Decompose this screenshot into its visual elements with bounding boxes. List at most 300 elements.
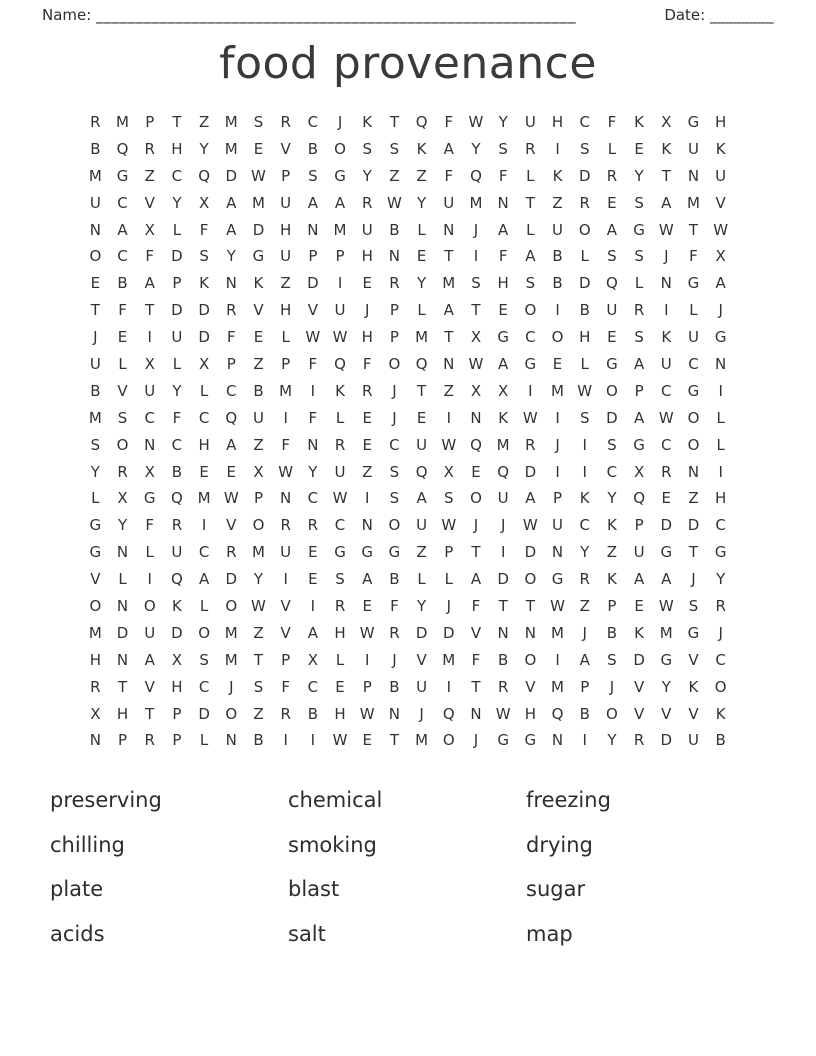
grid-letter: R: [633, 731, 645, 750]
grid-letter: G: [334, 543, 346, 562]
grid-letter: G: [633, 435, 645, 454]
grid-letter: C: [661, 435, 672, 454]
grid-letter: U: [687, 139, 699, 158]
grid-letter: R: [389, 623, 400, 642]
grid-letter: W: [658, 220, 674, 239]
grid-letter: K: [335, 381, 345, 400]
grid-letter: L: [172, 355, 182, 374]
grid-letter: V: [688, 704, 699, 723]
grid-letter: N: [225, 274, 237, 293]
grid-letter: U: [687, 731, 699, 750]
grid-letter: E: [253, 328, 264, 347]
grid-letter: N: [715, 355, 727, 374]
grid-letter: A: [307, 193, 318, 212]
grid-letter: M: [88, 408, 102, 427]
grid-letter: P: [335, 247, 345, 266]
grid-letter: J: [718, 623, 723, 642]
grid-letter: H: [334, 623, 346, 642]
grid-letter: I: [310, 381, 316, 400]
grid-letter: S: [579, 408, 590, 427]
grid-letter: G: [714, 543, 727, 562]
grid-letter: P: [253, 489, 263, 508]
grid-letter: I: [147, 570, 152, 589]
grid-letter: H: [361, 328, 373, 347]
grid-letter: Q: [198, 166, 210, 185]
grid-letter: O: [198, 623, 210, 642]
grid-letter: P: [634, 381, 644, 400]
grid-letter: S: [253, 677, 264, 696]
grid-letter: E: [362, 731, 372, 750]
grid-letter: A: [198, 570, 210, 589]
grid-letter: B: [389, 220, 400, 239]
grid-letter: O: [388, 355, 401, 374]
grid-letter: W: [577, 381, 593, 400]
grid-letter: V: [90, 570, 101, 589]
grid-letter: D: [524, 543, 537, 562]
grid-letter: M: [686, 193, 700, 212]
grid-letter: T: [525, 597, 535, 616]
grid-row: [78, 217, 738, 244]
grid-letter: P: [389, 328, 399, 347]
grid-letter: E: [416, 408, 427, 427]
grid-letter: P: [607, 597, 617, 616]
grid-letter: E: [253, 139, 264, 158]
grid-letter: S: [199, 650, 209, 669]
grid-letter: E: [362, 597, 372, 616]
grid-letter: F: [226, 328, 236, 347]
grid-letter: S: [362, 139, 372, 158]
grid-letter: I: [718, 462, 723, 481]
grid-letter: W: [251, 597, 266, 616]
grid-letter: T: [145, 704, 155, 723]
grid-letter: Z: [443, 381, 454, 400]
grid-letter: S: [634, 328, 644, 347]
grid-letter: G: [687, 381, 700, 400]
grid-letter: F: [444, 113, 454, 131]
word-list-column: [526, 788, 764, 966]
grid-letter: P: [281, 355, 291, 374]
grid-letter: E: [362, 408, 372, 427]
grid-letter: V: [525, 677, 536, 696]
grid-letter: L: [716, 408, 725, 427]
grid-letter: Z: [688, 489, 699, 508]
grid-letter: H: [551, 113, 564, 131]
grid-letter: O: [225, 597, 238, 616]
grid-letter: F: [281, 677, 290, 696]
grid-letter: A: [498, 355, 509, 374]
grid-letter: L: [716, 435, 725, 454]
grid-letter: Z: [280, 274, 291, 293]
grid-letter: R: [389, 274, 400, 293]
grid-letter: U: [144, 623, 156, 642]
grid-letter: S: [471, 274, 481, 293]
grid-letter: Y: [308, 462, 318, 481]
grid-letter: R: [715, 597, 726, 616]
grid-letter: D: [443, 623, 455, 642]
grid-letter: N: [116, 543, 129, 562]
grid-letter: E: [226, 462, 237, 481]
grid-letter: L: [199, 731, 209, 750]
grid-letter: V: [226, 516, 237, 535]
grid-letter: E: [308, 570, 318, 589]
grid-letter: N: [307, 220, 319, 239]
grid-row: [78, 459, 738, 486]
grid-letter: T: [471, 543, 481, 562]
grid-letter: K: [715, 139, 726, 158]
grid-letter: F: [308, 355, 318, 374]
grid-letter: W: [251, 166, 266, 185]
grid-letter: I: [528, 381, 533, 400]
date-field: [664, 6, 774, 24]
grid-letter: U: [280, 247, 292, 266]
grid-letter: A: [362, 570, 373, 589]
grid-letter: N: [524, 623, 536, 642]
grid-letter: M: [224, 113, 238, 131]
grid-letter: Q: [171, 570, 183, 589]
grid-letter: L: [118, 570, 127, 589]
grid-letter: I: [283, 570, 288, 589]
grid-letter: Z: [389, 166, 400, 185]
grid-letter: S: [117, 408, 128, 427]
grid-letter: I: [201, 516, 207, 535]
grid-letter: Z: [579, 597, 590, 616]
word-list-item: preserving: [50, 788, 162, 813]
grid-letter: T: [172, 113, 182, 131]
grid-letter: Z: [552, 193, 563, 212]
grid-letter: T: [253, 650, 264, 669]
grid-letter: D: [307, 274, 319, 293]
grid-letter: Z: [253, 704, 264, 723]
grid-letter: D: [252, 220, 265, 239]
grid-letter: N: [144, 435, 156, 454]
grid-letter: N: [687, 462, 700, 481]
grid-letter: O: [551, 328, 564, 347]
grid-letter: L: [526, 220, 535, 239]
grid-letter: Z: [416, 543, 427, 562]
grid-letter: W: [441, 516, 457, 535]
grid-letter: I: [337, 274, 343, 293]
grid-row: [78, 512, 738, 539]
grid-letter: K: [688, 677, 699, 696]
grid-letter: W: [658, 597, 674, 616]
grid-letter: R: [144, 139, 155, 158]
grid-letter: T: [389, 731, 399, 750]
grid-letter: A: [416, 489, 427, 508]
grid-letter: I: [310, 597, 316, 616]
grid-letter: L: [634, 274, 644, 293]
grid-row: [78, 190, 738, 217]
grid-letter: N: [89, 731, 101, 750]
grid-letter: Z: [253, 623, 264, 642]
grid-letter: S: [253, 113, 264, 131]
grid-row: [78, 647, 738, 674]
grid-letter: A: [443, 301, 454, 320]
grid-row: [78, 539, 738, 566]
grid-letter: W: [386, 193, 402, 212]
grid-letter: X: [715, 247, 726, 266]
grid-letter: Y: [253, 570, 264, 589]
date-label: Date:: [664, 6, 706, 24]
grid-letter: B: [579, 301, 590, 320]
grid-letter: X: [661, 113, 672, 131]
grid-row: [78, 432, 738, 459]
grid-letter: I: [555, 462, 560, 481]
grid-letter: W: [522, 408, 538, 427]
grid-letter: A: [498, 220, 509, 239]
grid-letter: R: [362, 193, 373, 212]
grid-letter: C: [715, 516, 726, 535]
grid-letter: I: [147, 328, 152, 347]
grid-letter: C: [688, 355, 699, 374]
grid-letter: A: [443, 139, 454, 158]
grid-letter: N: [443, 355, 455, 374]
grid-letter: M: [251, 193, 265, 212]
grid-letter: O: [606, 381, 618, 400]
grid-letter: U: [334, 301, 346, 320]
grid-letter: A: [633, 408, 645, 427]
grid-row: [78, 351, 738, 378]
grid-letter: O: [89, 247, 102, 266]
grid-row: [78, 405, 738, 432]
grid-letter: X: [171, 650, 183, 669]
grid-letter: E: [117, 328, 128, 347]
grid-letter: P: [444, 543, 454, 562]
grid-letter: I: [555, 139, 560, 158]
grid-letter: F: [471, 650, 481, 669]
grid-letter: X: [253, 462, 264, 481]
grid-letter: G: [497, 731, 509, 750]
grid-letter: W: [468, 355, 484, 374]
grid-letter: X: [144, 462, 155, 481]
grid-letter: L: [417, 301, 426, 320]
grid-letter: Y: [498, 113, 508, 131]
grid-letter: S: [389, 139, 400, 158]
grid-letter: V: [280, 623, 291, 642]
grid-letter: Z: [253, 435, 264, 454]
grid-letter: C: [579, 113, 590, 131]
grid-letter: J: [691, 570, 696, 589]
grid-letter: D: [497, 570, 509, 589]
grid-letter: K: [715, 704, 726, 723]
grid-letter: N: [388, 704, 401, 723]
word-list-item: salt: [288, 921, 326, 946]
grid-letter: U: [524, 113, 536, 131]
grid-letter: R: [280, 516, 291, 535]
grid-letter: L: [335, 650, 345, 669]
grid-letter: T: [525, 193, 535, 212]
grid-letter: W: [359, 623, 375, 642]
grid-letter: X: [144, 220, 155, 239]
grid-letter: S: [579, 139, 590, 158]
grid-letter: C: [198, 677, 210, 696]
grid-letter: T: [661, 166, 671, 185]
grid-letter: U: [687, 328, 699, 347]
grid-row: [78, 109, 738, 136]
grid-letter: M: [88, 166, 102, 185]
grid-letter: M: [279, 381, 293, 400]
grid-letter: R: [307, 516, 319, 535]
grid-letter: L: [118, 355, 127, 374]
grid-letter: D: [198, 301, 210, 320]
grid-letter: G: [524, 731, 537, 750]
grid-letter: V: [715, 193, 726, 212]
grid-letter: Y: [417, 193, 427, 212]
grid-letter: S: [525, 274, 536, 293]
grid-letter: X: [117, 489, 128, 508]
grid-letter: O: [143, 597, 156, 616]
grid-letter: U: [361, 220, 373, 239]
grid-letter: Q: [415, 113, 428, 131]
grid-letter: G: [660, 650, 673, 669]
grid-letter: G: [660, 543, 673, 562]
grid-letter: J: [500, 516, 506, 535]
grid-letter: D: [633, 650, 645, 669]
grid-letter: Q: [334, 355, 346, 374]
grid-letter: N: [89, 220, 101, 239]
grid-letter: C: [307, 489, 319, 508]
grid-letter: H: [524, 704, 536, 723]
grid-letter: L: [417, 220, 426, 239]
grid-letter: J: [582, 623, 587, 642]
grid-letter: A: [633, 570, 645, 589]
word-list-item: freezing: [526, 788, 611, 813]
grid-letter: R: [144, 731, 155, 750]
grid-letter: I: [582, 731, 587, 750]
grid-letter: J: [392, 408, 397, 427]
grid-letter: S: [335, 570, 345, 589]
grid-letter: L: [199, 597, 209, 616]
grid-letter: G: [497, 328, 509, 347]
grid-letter: G: [524, 355, 537, 374]
grid-letter: W: [658, 408, 674, 427]
grid-letter: D: [198, 328, 210, 347]
grid-letter: Y: [362, 166, 372, 185]
grid-letter: G: [116, 166, 129, 185]
grid-letter: J: [365, 301, 370, 320]
grid-letter: Z: [198, 113, 210, 131]
grid-letter: S: [444, 489, 454, 508]
grid-letter: F: [118, 301, 127, 320]
grid-letter: Z: [362, 462, 373, 481]
grid-row: [78, 701, 738, 728]
grid-letter: K: [661, 328, 672, 347]
grid-letter: Y: [226, 247, 236, 266]
grid-letter: F: [390, 597, 399, 616]
grid-letter: R: [117, 462, 128, 481]
grid-letter: M: [333, 220, 347, 239]
grid-letter: J: [229, 677, 234, 696]
grid-letter: C: [171, 435, 183, 454]
grid-letter: M: [116, 113, 129, 131]
grid-letter: B: [171, 462, 183, 481]
grid-letter: L: [417, 570, 426, 589]
grid-row: [78, 566, 738, 593]
word-list-item: smoking: [288, 832, 377, 857]
grid-letter: G: [143, 489, 156, 508]
grid-letter: E: [607, 193, 617, 212]
grid-letter: S: [90, 435, 101, 454]
grid-letter: Y: [716, 570, 726, 589]
grid-letter: V: [633, 677, 645, 696]
grid-letter: X: [307, 650, 318, 669]
grid-letter: Q: [116, 139, 129, 158]
grid-letter: D: [171, 623, 183, 642]
grid-letter: V: [307, 301, 318, 320]
grid-letter: C: [389, 435, 400, 454]
grid-letter: M: [551, 623, 564, 642]
grid-letter: J: [609, 677, 615, 696]
grid-row: [78, 243, 738, 270]
grid-letter: O: [606, 704, 618, 723]
grid-letter: T: [498, 597, 508, 616]
grid-letter: C: [226, 381, 237, 400]
grid-letter: G: [89, 543, 102, 562]
grid-letter: U: [660, 355, 672, 374]
grid-letter: W: [305, 328, 321, 347]
grid-letter: C: [198, 408, 210, 427]
grid-letter: S: [389, 489, 400, 508]
grid-letter: N: [687, 166, 700, 185]
grid-letter: O: [714, 677, 727, 696]
grid-letter: G: [687, 274, 700, 293]
word-search-grid: [78, 109, 738, 754]
grid-letter: T: [117, 677, 128, 696]
grid-letter: W: [278, 462, 294, 481]
grid-letter: P: [634, 516, 644, 535]
grid-letter: O: [442, 731, 455, 750]
grid-letter: Q: [415, 462, 428, 481]
grid-letter: X: [144, 355, 155, 374]
grid-letter: U: [416, 435, 428, 454]
grid-letter: A: [606, 220, 618, 239]
grid-letter: N: [470, 408, 482, 427]
grid-letter: E: [416, 247, 427, 266]
grid-letter: A: [525, 489, 536, 508]
grid-letter: H: [198, 435, 210, 454]
grid-letter: L: [172, 220, 182, 239]
grid-letter: V: [633, 704, 645, 723]
grid-letter: G: [714, 328, 727, 347]
grid-letter: S: [607, 247, 617, 266]
grid-letter: H: [497, 274, 509, 293]
grid-letter: N: [116, 650, 129, 669]
grid-letter: J: [392, 381, 397, 400]
grid-letter: W: [495, 704, 511, 723]
grid-letter: G: [633, 220, 645, 239]
grid-letter: E: [90, 274, 101, 293]
grid-letter: G: [334, 166, 346, 185]
grid-letter: H: [171, 677, 183, 696]
grid-letter: G: [252, 247, 265, 266]
grid-letter: T: [688, 543, 699, 562]
grid-letter: Q: [225, 408, 238, 427]
grid-letter: I: [283, 731, 288, 750]
grid-letter: D: [171, 247, 183, 266]
grid-letter: J: [473, 731, 479, 750]
grid-letter: R: [171, 516, 183, 535]
grid-letter: A: [117, 220, 128, 239]
grid-letter: V: [688, 650, 699, 669]
grid-letter: X: [198, 355, 210, 374]
grid-letter: I: [555, 408, 560, 427]
grid-letter: L: [281, 328, 290, 347]
grid-letter: R: [525, 139, 536, 158]
grid-letter: B: [90, 139, 101, 158]
grid-letter: W: [550, 597, 565, 616]
grid-letter: K: [606, 570, 617, 589]
grid-letter: B: [253, 381, 264, 400]
grid-letter: N: [307, 435, 319, 454]
